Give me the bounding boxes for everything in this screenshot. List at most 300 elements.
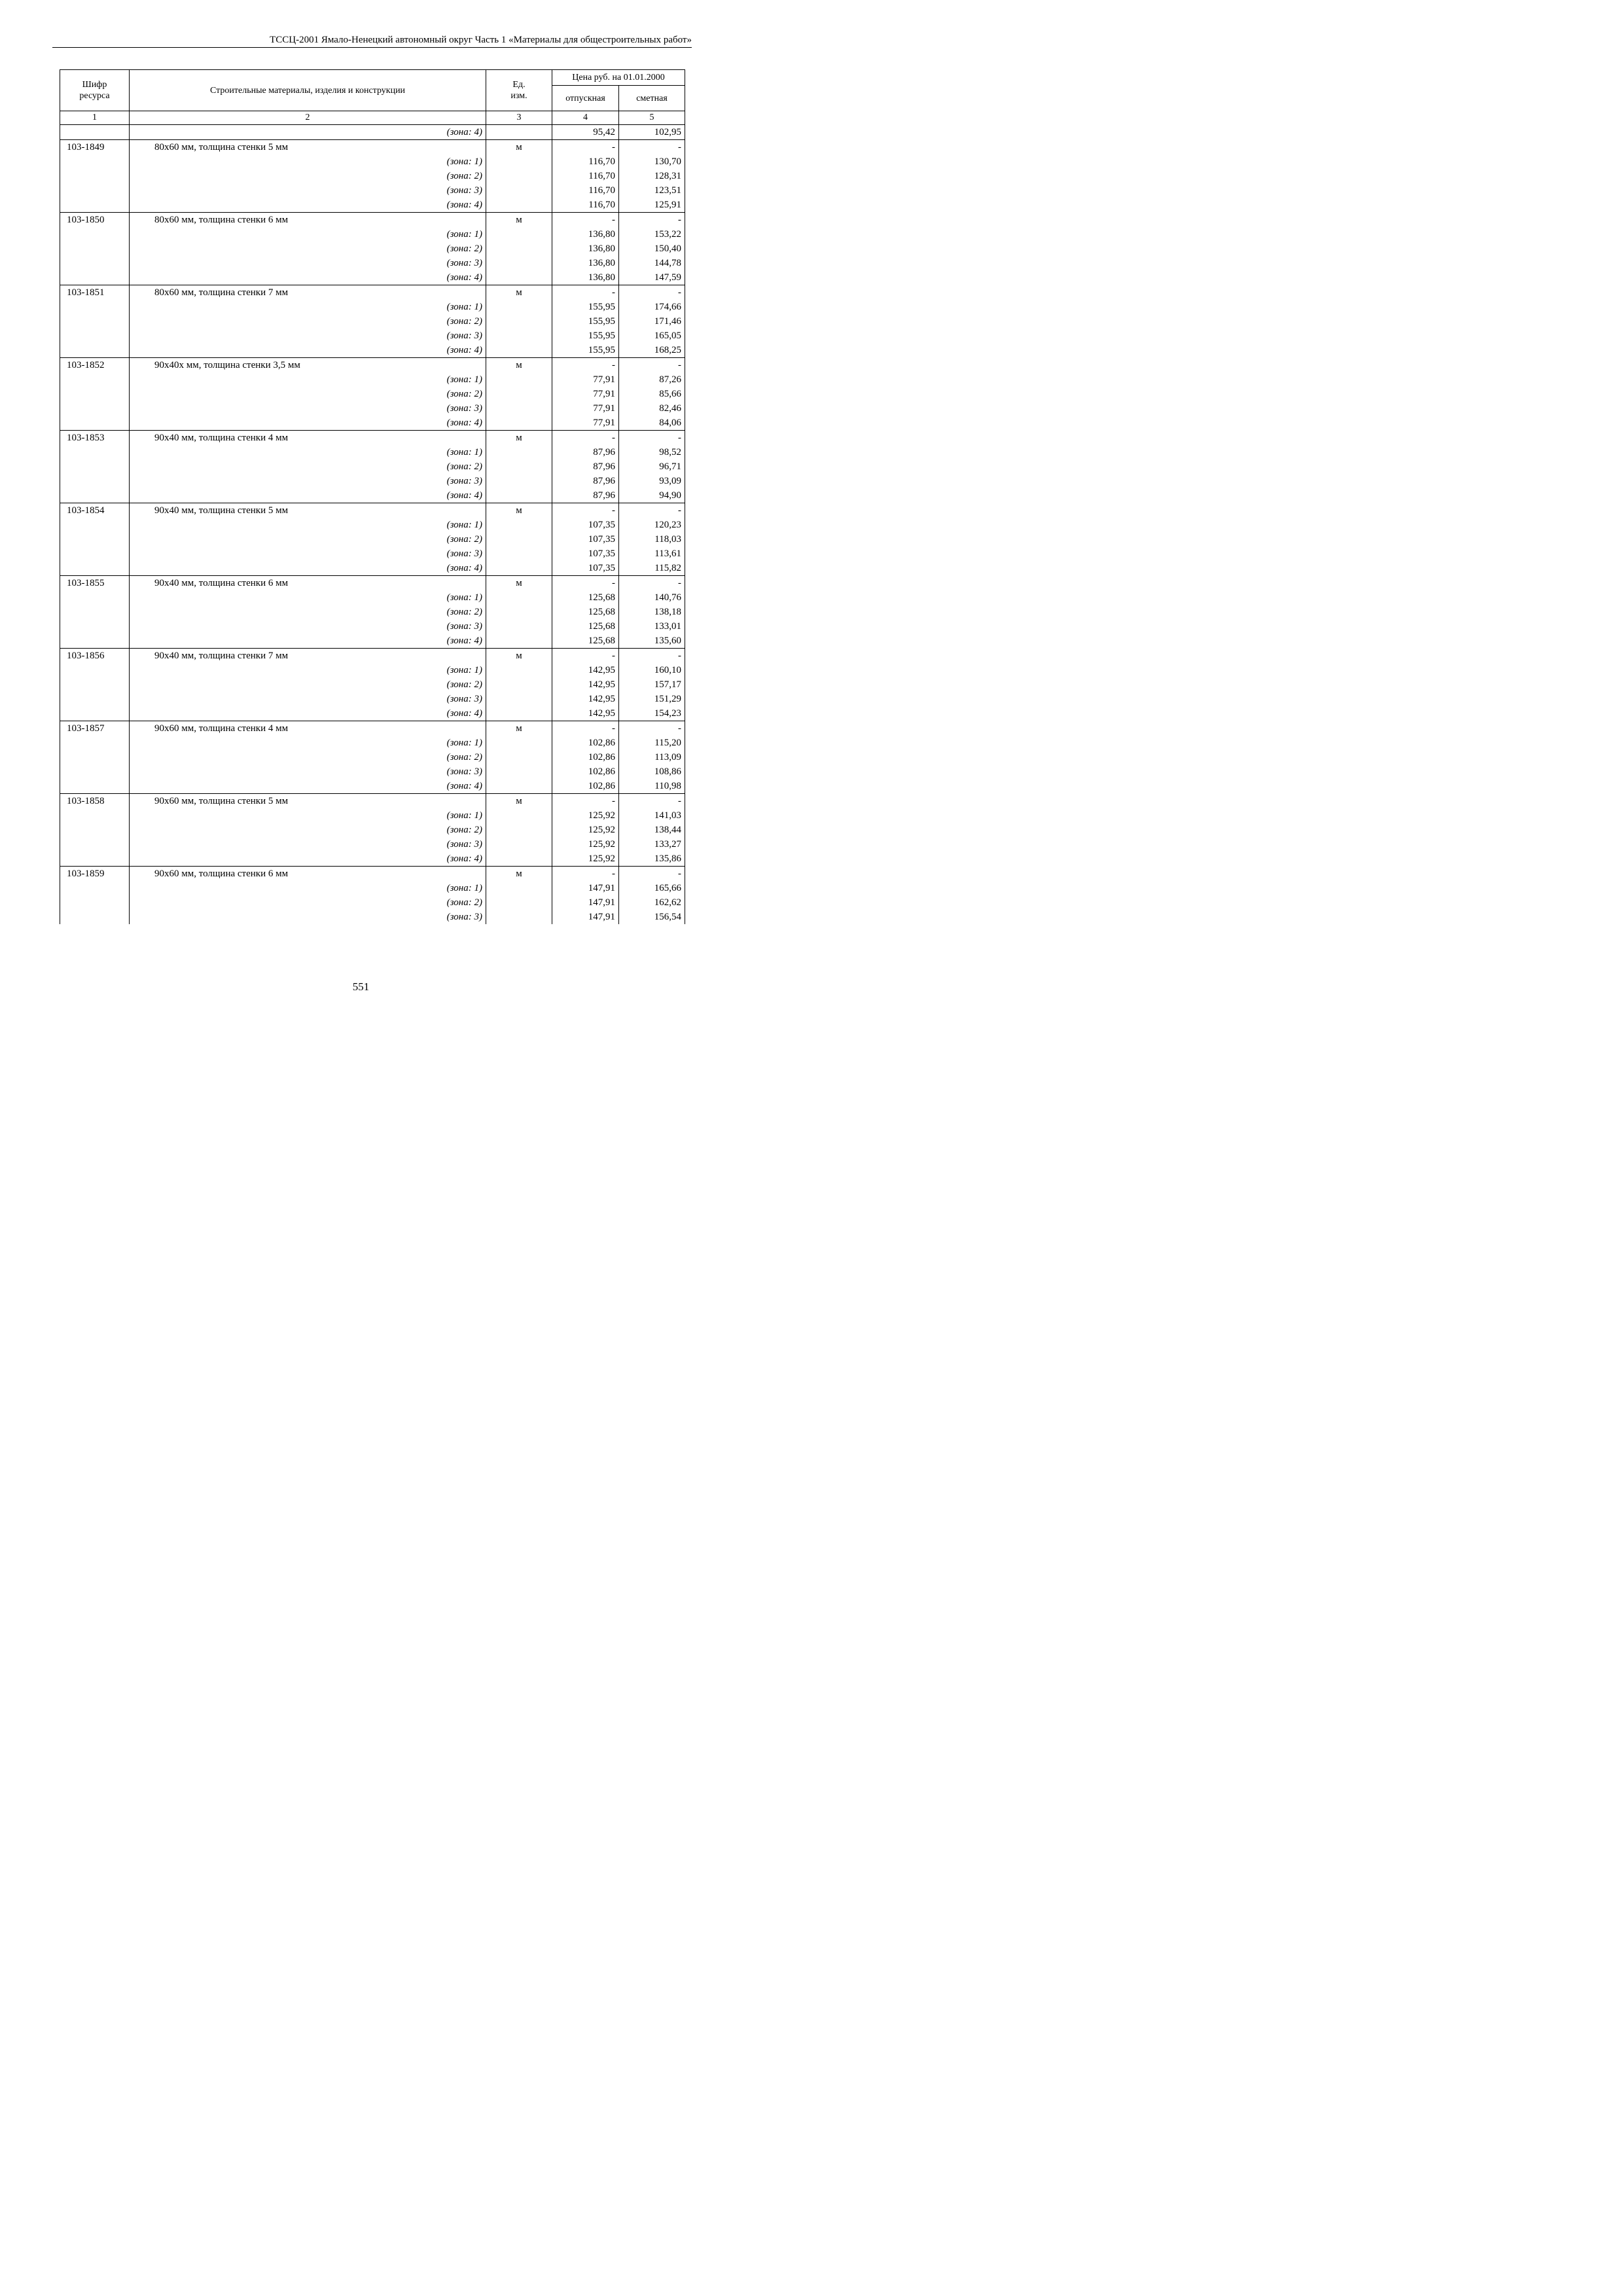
- zone-release-price: 107,35: [552, 561, 619, 576]
- release-price: -: [552, 213, 619, 228]
- zone-estimate-price: 151,29: [619, 692, 685, 706]
- unit-cell: м: [486, 503, 552, 518]
- estimate-price: -: [619, 140, 685, 155]
- zone-estimate-price: 168,25: [619, 343, 685, 358]
- zone-row: [60, 242, 685, 256]
- estimate-price: -: [619, 721, 685, 736]
- material-name: 90x40 мм, толщина стенки 6 мм: [130, 576, 486, 591]
- zone-code-cell: [60, 547, 130, 561]
- zone-label: (зона: 4): [130, 343, 486, 358]
- zone-row: [60, 881, 685, 895]
- estimate-price: -: [619, 794, 685, 809]
- material-name: 90x40 мм, толщина стенки 7 мм: [130, 649, 486, 664]
- zone-estimate-price: 165,05: [619, 329, 685, 343]
- zone-code-cell: [60, 634, 130, 649]
- zone-unit-cell: [486, 445, 552, 459]
- zone-label: (зона: 2): [130, 895, 486, 910]
- zone-release-price: 125,68: [552, 619, 619, 634]
- table-row: [60, 794, 685, 809]
- zone-row: [60, 459, 685, 474]
- zone-release-price: 87,96: [552, 445, 619, 459]
- release-price: -: [552, 140, 619, 155]
- zone-unit-cell: [486, 852, 552, 867]
- material-name: 90x40 мм, толщина стенки 5 мм: [130, 503, 486, 518]
- zone-code-cell: [60, 750, 130, 764]
- zone-code-cell: [60, 169, 130, 183]
- zone-label: (зона: 4): [130, 198, 486, 213]
- unit-cell: м: [486, 140, 552, 155]
- zone-row: [60, 183, 685, 198]
- zone-unit-cell: [486, 416, 552, 431]
- zone-unit-cell: [486, 474, 552, 488]
- table-row: [60, 503, 685, 518]
- carryover-code: [60, 125, 130, 140]
- zone-release-price: 142,95: [552, 706, 619, 721]
- zone-estimate-price: 113,61: [619, 547, 685, 561]
- zone-row: [60, 329, 685, 343]
- resource-code: 103-1856: [60, 649, 130, 664]
- zone-estimate-price: 128,31: [619, 169, 685, 183]
- material-name: 90x60 мм, толщина стенки 6 мм: [130, 867, 486, 882]
- material-name: 80x60 мм, толщина стенки 5 мм: [130, 140, 486, 155]
- zone-code-cell: [60, 474, 130, 488]
- zone-estimate-price: 115,20: [619, 736, 685, 750]
- zone-unit-cell: [486, 764, 552, 779]
- zone-code-cell: [60, 372, 130, 387]
- material-name: 90x40 мм, толщина стенки 4 мм: [130, 431, 486, 446]
- carryover-zone: (зона: 4): [130, 125, 486, 140]
- zone-unit-cell: [486, 343, 552, 358]
- zone-code-cell: [60, 183, 130, 198]
- zone-row: [60, 837, 685, 852]
- zone-row: [60, 619, 685, 634]
- price-table: [60, 69, 685, 924]
- zone-estimate-price: 154,23: [619, 706, 685, 721]
- zone-label: (зона: 2): [130, 314, 486, 329]
- zone-row: [60, 590, 685, 605]
- zone-unit-cell: [486, 314, 552, 329]
- zone-row: [60, 779, 685, 794]
- zone-release-price: 77,91: [552, 401, 619, 416]
- zone-release-price: 77,91: [552, 372, 619, 387]
- zone-unit-cell: [486, 401, 552, 416]
- zone-code-cell: [60, 823, 130, 837]
- zone-label: (зона: 3): [130, 401, 486, 416]
- unit-cell: м: [486, 213, 552, 228]
- zone-unit-cell: [486, 750, 552, 764]
- zone-row: [60, 343, 685, 358]
- zone-row: [60, 750, 685, 764]
- zone-code-cell: [60, 416, 130, 431]
- col-header-unit-text: Ед. изм.: [510, 80, 527, 101]
- zone-estimate-price: 85,66: [619, 387, 685, 401]
- zone-estimate-price: 108,86: [619, 764, 685, 779]
- zone-release-price: 125,92: [552, 808, 619, 823]
- zone-unit-cell: [486, 910, 552, 924]
- zone-row: [60, 561, 685, 576]
- zone-label: (зона: 1): [130, 808, 486, 823]
- zone-unit-cell: [486, 547, 552, 561]
- zone-estimate-price: 113,09: [619, 750, 685, 764]
- zone-release-price: 116,70: [552, 183, 619, 198]
- zone-label: (зона: 4): [130, 779, 486, 794]
- table-row: [60, 213, 685, 228]
- zone-unit-cell: [486, 532, 552, 547]
- zone-code-cell: [60, 532, 130, 547]
- material-name: 90x60 мм, толщина стенки 4 мм: [130, 721, 486, 736]
- zone-code-cell: [60, 895, 130, 910]
- col-number-5: 5: [619, 111, 685, 125]
- estimate-price: -: [619, 503, 685, 518]
- zone-estimate-price: 84,06: [619, 416, 685, 431]
- zone-label: (зона: 2): [130, 677, 486, 692]
- estimate-price: -: [619, 285, 685, 300]
- zone-row: [60, 895, 685, 910]
- zone-release-price: 155,95: [552, 329, 619, 343]
- zone-code-cell: [60, 736, 130, 750]
- zone-unit-cell: [486, 459, 552, 474]
- zone-code-cell: [60, 837, 130, 852]
- zone-release-price: 136,80: [552, 270, 619, 285]
- zone-code-cell: [60, 256, 130, 270]
- zone-label: (зона: 3): [130, 619, 486, 634]
- zone-unit-cell: [486, 823, 552, 837]
- zone-code-cell: [60, 663, 130, 677]
- zone-code-cell: [60, 445, 130, 459]
- table-row: [60, 431, 685, 446]
- estimate-price: -: [619, 576, 685, 591]
- table-body: [60, 125, 685, 925]
- carryover-release: 95,42: [552, 125, 619, 140]
- col-number-1: 1: [60, 111, 130, 125]
- zone-code-cell: [60, 706, 130, 721]
- estimate-price: -: [619, 649, 685, 664]
- table-row: [60, 576, 685, 591]
- zone-label: (зона: 1): [130, 154, 486, 169]
- zone-estimate-price: 87,26: [619, 372, 685, 387]
- zone-unit-cell: [486, 300, 552, 314]
- resource-code: 103-1858: [60, 794, 130, 809]
- zone-row: [60, 227, 685, 242]
- zone-code-cell: [60, 329, 130, 343]
- unit-cell: м: [486, 576, 552, 591]
- header-rule: [52, 47, 692, 48]
- zone-label: (зона: 3): [130, 764, 486, 779]
- zone-unit-cell: [486, 372, 552, 387]
- zone-label: (зона: 4): [130, 488, 486, 503]
- zone-row: [60, 256, 685, 270]
- zone-release-price: 125,68: [552, 634, 619, 649]
- zone-row: [60, 663, 685, 677]
- col-header-name: Строительные материалы, изделия и конструкции: [130, 70, 486, 111]
- unit-cell: м: [486, 867, 552, 882]
- zone-code-cell: [60, 692, 130, 706]
- zone-code-cell: [60, 852, 130, 867]
- zone-release-price: 142,95: [552, 677, 619, 692]
- zone-estimate-price: 138,44: [619, 823, 685, 837]
- zone-estimate-price: 125,91: [619, 198, 685, 213]
- zone-estimate-price: 130,70: [619, 154, 685, 169]
- carryover-unit: [486, 125, 552, 140]
- zone-estimate-price: 115,82: [619, 561, 685, 576]
- resource-code: 103-1857: [60, 721, 130, 736]
- zone-unit-cell: [486, 387, 552, 401]
- zone-unit-cell: [486, 779, 552, 794]
- resource-code: 103-1859: [60, 867, 130, 882]
- resource-code: 103-1853: [60, 431, 130, 446]
- col-header-unit: [486, 70, 552, 111]
- resource-code: 103-1851: [60, 285, 130, 300]
- zone-label: (зона: 3): [130, 474, 486, 488]
- zone-label: (зона: 4): [130, 270, 486, 285]
- zone-label: (зона: 3): [130, 183, 486, 198]
- zone-unit-cell: [486, 706, 552, 721]
- zone-row: [60, 764, 685, 779]
- zone-code-cell: [60, 270, 130, 285]
- zone-label: (зона: 2): [130, 387, 486, 401]
- zone-release-price: 142,95: [552, 692, 619, 706]
- zone-estimate-price: 153,22: [619, 227, 685, 242]
- zone-label: (зона: 3): [130, 329, 486, 343]
- zone-label: (зона: 1): [130, 300, 486, 314]
- release-price: -: [552, 649, 619, 664]
- carryover-row: [60, 125, 685, 140]
- zone-row: [60, 401, 685, 416]
- material-name: 90x60 мм, толщина стенки 5 мм: [130, 794, 486, 809]
- zone-unit-cell: [486, 169, 552, 183]
- zone-unit-cell: [486, 256, 552, 270]
- resource-code: 103-1852: [60, 358, 130, 373]
- release-price: -: [552, 503, 619, 518]
- zone-label: (зона: 2): [130, 242, 486, 256]
- table-row: [60, 140, 685, 155]
- table-row: [60, 721, 685, 736]
- zone-estimate-price: 150,40: [619, 242, 685, 256]
- zone-estimate-price: 98,52: [619, 445, 685, 459]
- zone-label: (зона: 1): [130, 227, 486, 242]
- zone-row: [60, 198, 685, 213]
- material-name: 90x40x мм, толщина стенки 3,5 мм: [130, 358, 486, 373]
- zone-estimate-price: 144,78: [619, 256, 685, 270]
- zone-unit-cell: [486, 518, 552, 532]
- zone-label: (зона: 1): [130, 445, 486, 459]
- col-header-estimate: сметная: [619, 86, 685, 111]
- zone-code-cell: [60, 242, 130, 256]
- estimate-price: -: [619, 358, 685, 373]
- zone-release-price: 147,91: [552, 910, 619, 924]
- zone-estimate-price: 94,90: [619, 488, 685, 503]
- zone-release-price: 87,96: [552, 459, 619, 474]
- zone-label: (зона: 4): [130, 416, 486, 431]
- zone-label: (зона: 1): [130, 881, 486, 895]
- zone-unit-cell: [486, 590, 552, 605]
- release-price: -: [552, 794, 619, 809]
- resource-code: 103-1850: [60, 213, 130, 228]
- zone-release-price: 136,80: [552, 227, 619, 242]
- zone-label: (зона: 3): [130, 837, 486, 852]
- unit-cell: м: [486, 285, 552, 300]
- zone-unit-cell: [486, 895, 552, 910]
- zone-label: (зона: 1): [130, 518, 486, 532]
- table-row: [60, 285, 685, 300]
- zone-release-price: 77,91: [552, 387, 619, 401]
- zone-release-price: 136,80: [552, 242, 619, 256]
- zone-unit-cell: [486, 154, 552, 169]
- zone-label: (зона: 2): [130, 605, 486, 619]
- zone-code-cell: [60, 605, 130, 619]
- zone-unit-cell: [486, 605, 552, 619]
- zone-row: [60, 547, 685, 561]
- zone-release-price: 125,68: [552, 605, 619, 619]
- zone-label: (зона: 2): [130, 532, 486, 547]
- zone-label: (зона: 1): [130, 590, 486, 605]
- zone-estimate-price: 171,46: [619, 314, 685, 329]
- zone-code-cell: [60, 910, 130, 924]
- zone-unit-cell: [486, 488, 552, 503]
- zone-row: [60, 387, 685, 401]
- zone-estimate-price: 165,66: [619, 881, 685, 895]
- release-price: -: [552, 867, 619, 882]
- zone-unit-cell: [486, 881, 552, 895]
- zone-estimate-price: 135,86: [619, 852, 685, 867]
- zone-estimate-price: 157,17: [619, 677, 685, 692]
- zone-release-price: 125,68: [552, 590, 619, 605]
- zone-row: [60, 808, 685, 823]
- zone-unit-cell: [486, 242, 552, 256]
- zone-row: [60, 692, 685, 706]
- zone-code-cell: [60, 590, 130, 605]
- zone-row: [60, 314, 685, 329]
- table-row: [60, 649, 685, 664]
- zone-label: (зона: 2): [130, 459, 486, 474]
- estimate-price: -: [619, 867, 685, 882]
- zone-estimate-price: 147,59: [619, 270, 685, 285]
- running-header: ТССЦ-2001 Ямало-Ненецкий автономный округ Часть 1 «Материалы для общестроительных работ»: [270, 35, 692, 45]
- zone-unit-cell: [486, 634, 552, 649]
- zone-code-cell: [60, 561, 130, 576]
- unit-cell: м: [486, 794, 552, 809]
- unit-cell: м: [486, 431, 552, 446]
- unit-cell: м: [486, 358, 552, 373]
- zone-release-price: 116,70: [552, 198, 619, 213]
- zone-release-price: 155,95: [552, 314, 619, 329]
- zone-code-cell: [60, 488, 130, 503]
- zone-row: [60, 605, 685, 619]
- release-price: -: [552, 576, 619, 591]
- zone-label: (зона: 4): [130, 634, 486, 649]
- zone-code-cell: [60, 343, 130, 358]
- zone-label: (зона: 3): [130, 692, 486, 706]
- zone-label: (зона: 3): [130, 547, 486, 561]
- zone-release-price: 87,96: [552, 488, 619, 503]
- estimate-price: -: [619, 213, 685, 228]
- zone-estimate-price: 118,03: [619, 532, 685, 547]
- zone-code-cell: [60, 314, 130, 329]
- zone-code-cell: [60, 619, 130, 634]
- zone-release-price: 102,86: [552, 764, 619, 779]
- zone-unit-cell: [486, 183, 552, 198]
- release-price: -: [552, 431, 619, 446]
- zone-label: (зона: 2): [130, 823, 486, 837]
- zone-unit-cell: [486, 837, 552, 852]
- zone-release-price: 107,35: [552, 547, 619, 561]
- zone-release-price: 142,95: [552, 663, 619, 677]
- zone-label: (зона: 1): [130, 663, 486, 677]
- zone-estimate-price: 162,62: [619, 895, 685, 910]
- zone-release-price: 125,92: [552, 852, 619, 867]
- col-number-3: 3: [486, 111, 552, 125]
- zone-release-price: 155,95: [552, 343, 619, 358]
- zone-estimate-price: 133,27: [619, 837, 685, 852]
- zone-label: (зона: 2): [130, 750, 486, 764]
- zone-estimate-price: 82,46: [619, 401, 685, 416]
- zone-row: [60, 488, 685, 503]
- zone-release-price: 107,35: [552, 532, 619, 547]
- zone-row: [60, 823, 685, 837]
- zone-row: [60, 910, 685, 924]
- resource-code: 103-1855: [60, 576, 130, 591]
- zone-row: [60, 852, 685, 867]
- zone-code-cell: [60, 227, 130, 242]
- zone-label: (зона: 1): [130, 372, 486, 387]
- zone-release-price: 116,70: [552, 169, 619, 183]
- zone-unit-cell: [486, 736, 552, 750]
- col-header-price-group: Цена руб. на 01.01.2000: [552, 70, 685, 86]
- zone-code-cell: [60, 881, 130, 895]
- zone-row: [60, 270, 685, 285]
- zone-label: (зона: 4): [130, 561, 486, 576]
- zone-estimate-price: 138,18: [619, 605, 685, 619]
- zone-row: [60, 677, 685, 692]
- zone-code-cell: [60, 764, 130, 779]
- zone-estimate-price: 141,03: [619, 808, 685, 823]
- zone-estimate-price: 140,76: [619, 590, 685, 605]
- zone-release-price: 155,95: [552, 300, 619, 314]
- zone-estimate-price: 93,09: [619, 474, 685, 488]
- zone-row: [60, 154, 685, 169]
- page-number: 551: [352, 980, 370, 993]
- zone-code-cell: [60, 779, 130, 794]
- zone-code-cell: [60, 401, 130, 416]
- zone-release-price: 125,92: [552, 823, 619, 837]
- zone-row: [60, 518, 685, 532]
- zone-label: (зона: 4): [130, 706, 486, 721]
- unit-cell: м: [486, 649, 552, 664]
- zone-row: [60, 372, 685, 387]
- zone-estimate-price: 174,66: [619, 300, 685, 314]
- zone-estimate-price: 123,51: [619, 183, 685, 198]
- zone-unit-cell: [486, 619, 552, 634]
- zone-row: [60, 532, 685, 547]
- release-price: -: [552, 285, 619, 300]
- zone-code-cell: [60, 300, 130, 314]
- resource-code: 103-1854: [60, 503, 130, 518]
- zone-label: (зона: 4): [130, 852, 486, 867]
- zone-unit-cell: [486, 270, 552, 285]
- zone-row: [60, 634, 685, 649]
- zone-release-price: 102,86: [552, 736, 619, 750]
- zone-release-price: 87,96: [552, 474, 619, 488]
- zone-estimate-price: 135,60: [619, 634, 685, 649]
- col-header-release: отпускная: [552, 86, 619, 111]
- zone-unit-cell: [486, 808, 552, 823]
- zone-code-cell: [60, 518, 130, 532]
- table-row: [60, 867, 685, 882]
- zone-label: (зона: 2): [130, 169, 486, 183]
- zone-code-cell: [60, 387, 130, 401]
- zone-code-cell: [60, 154, 130, 169]
- zone-estimate-price: 133,01: [619, 619, 685, 634]
